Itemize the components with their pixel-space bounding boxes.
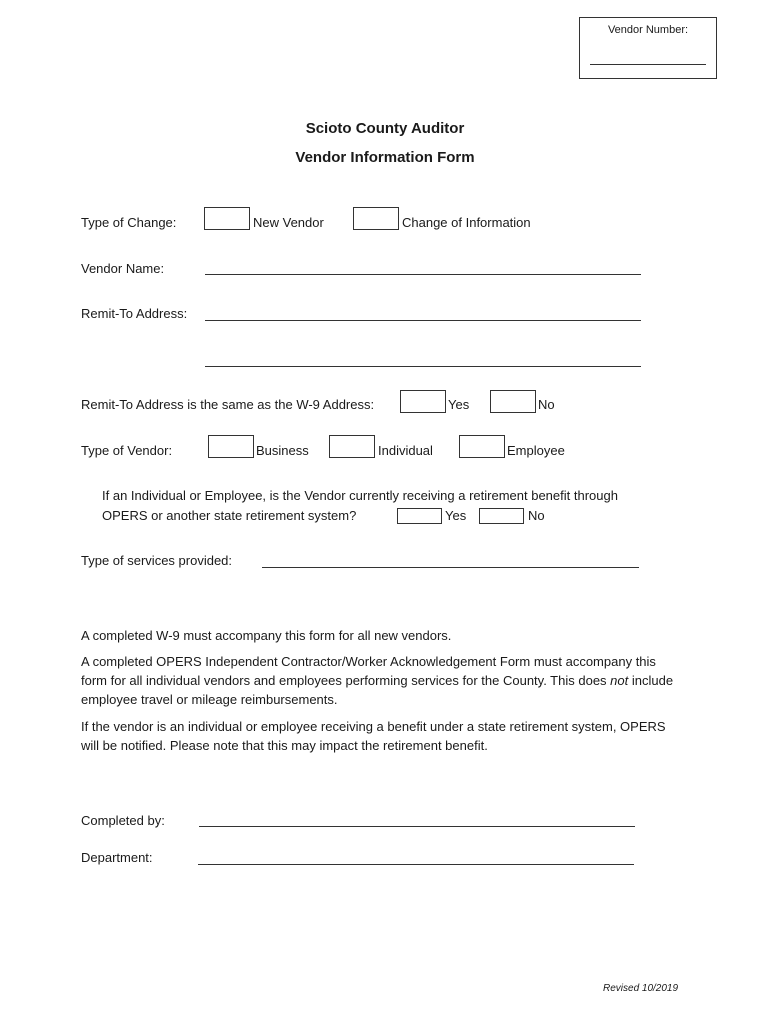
- retirement-yes-checkbox[interactable]: [397, 508, 442, 524]
- business-label: Business: [256, 443, 309, 458]
- business-checkbox[interactable]: [208, 435, 254, 458]
- type-of-change-label: Type of Change:: [81, 215, 177, 230]
- vendor-number-field[interactable]: [590, 64, 706, 65]
- same-as-w9-no-checkbox[interactable]: [490, 390, 536, 413]
- same-as-w9-no-label: No: [538, 397, 555, 412]
- opers-note-text-a: A completed OPERS Independent Contractor/Worker Acknowledgement Form must accompany this form for all individual vendors and employees performing services for the County. This does: [81, 654, 656, 688]
- retirement-no-checkbox[interactable]: [479, 508, 524, 524]
- form-heading: Scioto County Auditor: [305, 120, 465, 137]
- vendor-name-field[interactable]: [205, 274, 641, 275]
- retirement-question-line-2: OPERS or another state retirement system?: [102, 508, 357, 523]
- type-of-vendor-label: Type of Vendor:: [81, 443, 173, 458]
- completed-by-label: Completed by:: [81, 813, 165, 828]
- remit-address-label: Remit-To Address:: [81, 306, 188, 321]
- services-field[interactable]: [262, 567, 639, 568]
- new-vendor-checkbox[interactable]: [204, 207, 250, 230]
- retirement-notification-note: If the vendor is an individual or employee receiving a benefit under a state retirement system, OPERS will be notified. Please note that this may impact the retirement benefit.: [81, 719, 666, 753]
- revised-date: Revised 10/2019: [603, 983, 679, 994]
- opers-acknowledgement-note: [81, 652, 681, 709]
- department-field[interactable]: [198, 864, 634, 865]
- opers-note-emphasis: not: [610, 673, 629, 688]
- retirement-no-label: No: [528, 508, 545, 523]
- change-of-information-checkbox[interactable]: [353, 207, 399, 230]
- retirement-yes-label: Yes: [445, 508, 467, 523]
- services-label: Type of services provided:: [81, 553, 233, 568]
- remit-address-line-2[interactable]: [205, 366, 641, 367]
- department-label: Department:: [81, 850, 153, 865]
- opers-note-text-b: include employee travel or mileage reimbursements.: [81, 673, 674, 707]
- new-vendor-label: New Vendor: [253, 215, 324, 230]
- same-as-w9-label: Remit-To Address is the same as the W-9 Address:: [81, 397, 375, 412]
- vendor-number-box: [579, 17, 717, 79]
- form-title: Vendor Information Form: [295, 149, 475, 166]
- w9-note: A completed W-9 must accompany this form for all new vendors.: [81, 628, 452, 643]
- employee-label: Employee: [507, 443, 565, 458]
- individual-label: Individual: [378, 443, 433, 458]
- completed-by-field[interactable]: [199, 826, 635, 827]
- individual-checkbox[interactable]: [329, 435, 375, 458]
- same-as-w9-yes-label: Yes: [448, 397, 470, 412]
- vendor-number-label: Vendor Number:: [607, 24, 689, 36]
- retirement-question-line-1: If an Individual or Employee, is the Vendor currently receiving a retirement benefit through: [102, 488, 618, 503]
- same-as-w9-yes-checkbox[interactable]: [400, 390, 446, 413]
- employee-checkbox[interactable]: [459, 435, 505, 458]
- change-of-information-label: Change of Information: [402, 215, 531, 230]
- vendor-name-label: Vendor Name:: [81, 261, 165, 276]
- remit-address-line-1[interactable]: [205, 320, 641, 321]
